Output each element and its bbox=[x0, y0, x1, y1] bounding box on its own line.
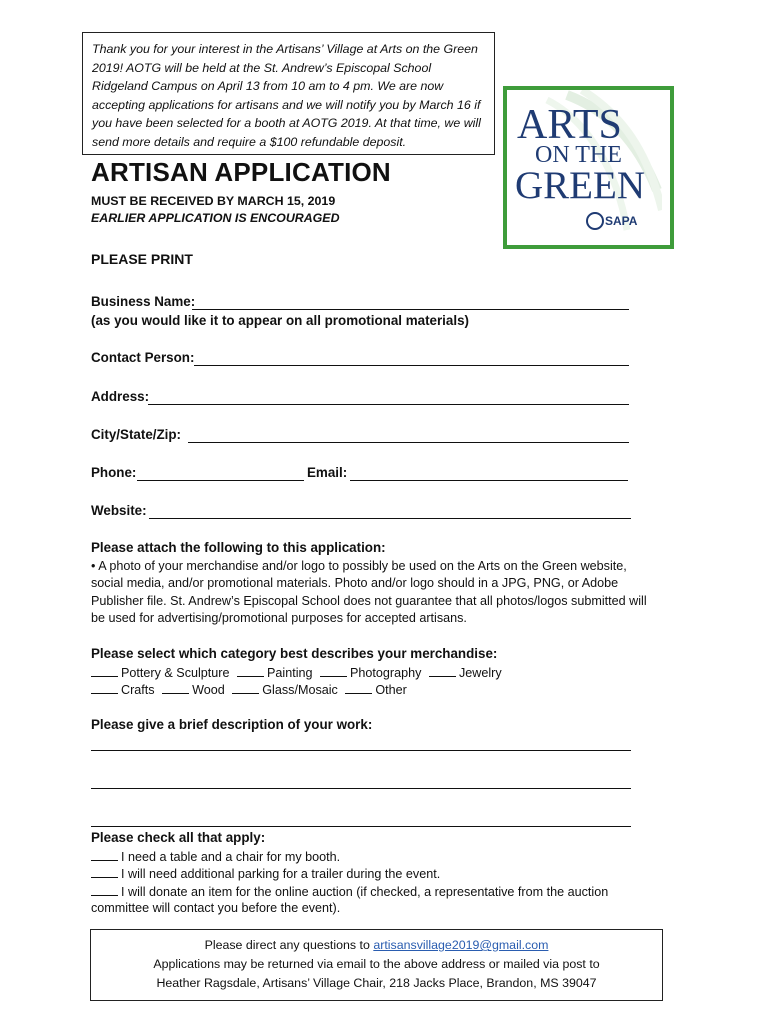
arts-on-the-green-logo bbox=[503, 86, 674, 249]
intro-notice bbox=[82, 32, 495, 155]
painting-checkbox-line[interactable] bbox=[237, 664, 264, 677]
parking-checkbox-line[interactable] bbox=[91, 865, 118, 878]
category-row-1 bbox=[91, 664, 651, 682]
category-pottery: Pottery & Sculpture bbox=[121, 666, 230, 680]
check-item-auction-text: I will donate an item for the online auction (if checked, a representative from the auction bbox=[121, 885, 609, 899]
footer-line-3: Heather Ragsdale, Artisans’ Village Chair, 218 Jacks Place, Brandon, MS 39047 bbox=[156, 976, 597, 990]
check-item-parking bbox=[91, 865, 651, 883]
page-title: ARTISAN APPLICATION bbox=[91, 157, 391, 187]
footer-line-1 bbox=[91, 936, 662, 955]
logo-arts-text: ARTS bbox=[517, 102, 622, 148]
checks-heading: Please check all that apply: bbox=[91, 830, 266, 845]
crafts-checkbox-line[interactable] bbox=[91, 681, 118, 694]
pottery-checkbox-line[interactable] bbox=[91, 664, 118, 677]
address-label: Address: bbox=[91, 389, 150, 404]
contact-footer bbox=[90, 929, 663, 1001]
check-item-auction-cont: committee will contact you before the event). bbox=[91, 901, 341, 915]
check-item-table bbox=[91, 848, 651, 866]
sapa-seal-icon bbox=[587, 213, 603, 229]
contact-email-link[interactable]: artisansvillage2019@gmail.com bbox=[373, 938, 549, 952]
category-wood: Wood bbox=[192, 683, 225, 697]
email-field[interactable] bbox=[350, 480, 628, 481]
city-state-zip-label: City/State/Zip: bbox=[91, 427, 182, 442]
email-label: Email: bbox=[307, 465, 348, 480]
contact-person-label: Contact Person: bbox=[91, 350, 195, 365]
website-field[interactable] bbox=[149, 518, 631, 519]
early-application-note: EARLIER APPLICATION IS ENCOURAGED bbox=[91, 211, 340, 225]
check-item-table-text: I need a table and a chair for my booth. bbox=[121, 850, 341, 864]
city-state-zip-field[interactable] bbox=[188, 442, 629, 443]
glass-checkbox-line[interactable] bbox=[232, 681, 259, 694]
logo-green-text: GREEN bbox=[515, 164, 645, 207]
business-name-note: (as you would like it to appear on all promotional materials) bbox=[91, 313, 469, 328]
other-checkbox-line[interactable] bbox=[345, 681, 372, 694]
business-name-field[interactable] bbox=[192, 309, 629, 310]
check-item-parking-text: I will need additional parking for a trailer during the event. bbox=[121, 867, 441, 881]
category-crafts: Crafts bbox=[121, 683, 155, 697]
phone-label: Phone: bbox=[91, 465, 137, 480]
footer-question-prefix: Please direct any questions to bbox=[204, 938, 374, 952]
category-heading: Please select which category best describes your merchandise: bbox=[91, 646, 498, 661]
footer-line-2: Applications may be returned via email to the above address or mailed via post to bbox=[153, 957, 600, 971]
address-field[interactable] bbox=[148, 404, 629, 405]
auction-checkbox-line[interactable] bbox=[91, 883, 118, 896]
business-name-label: Business Name: bbox=[91, 294, 196, 309]
photography-checkbox-line[interactable] bbox=[320, 664, 347, 677]
website-label: Website: bbox=[91, 503, 147, 518]
description-line-2[interactable] bbox=[91, 788, 631, 789]
intro-text: Thank you for your interest in the Artisans’ Village at Arts on the Green 2019! AOTG will be held at the St. Andrew’s Episcopal School Ridgeland Campus on April 13 from 10 am to 4 pm. We are now accepting applications for artisans and we will notify you by March 16 if you have been selected for a booth at AOTG 2019. At that time, we will send more details and require a $100 refundable deposit. bbox=[92, 42, 481, 149]
category-row-2 bbox=[91, 681, 651, 699]
category-painting: Painting bbox=[267, 666, 313, 680]
table-checkbox-line[interactable] bbox=[91, 848, 118, 861]
check-item-auction bbox=[91, 883, 661, 901]
description-line-3[interactable] bbox=[91, 826, 631, 827]
logo-sapa-text: SAPA bbox=[605, 214, 638, 228]
please-print-heading: PLEASE PRINT bbox=[91, 251, 193, 267]
description-line-1[interactable] bbox=[91, 750, 631, 751]
category-glass-mosaic: Glass/Mosaic bbox=[262, 683, 338, 697]
category-other: Other bbox=[375, 683, 407, 697]
phone-field[interactable] bbox=[137, 480, 304, 481]
category-photography: Photography bbox=[350, 666, 422, 680]
attach-heading: Please attach the following to this application: bbox=[91, 540, 386, 555]
logo-on-the-text: ON THE bbox=[535, 142, 622, 168]
description-heading: Please give a brief description of your work: bbox=[91, 717, 373, 732]
wood-checkbox-line[interactable] bbox=[162, 681, 189, 694]
attach-instructions: • A photo of your merchandise and/or logo to possibly be used on the Arts on the Green website, social media, and/or promotional materials. Photo and/or logo should in a JPG, PNG, or Adobe Publisher file. St. Andrew’s Episcopal School does not guarantee that all photos/logos submitted will be used for advertising/promotional purposes for accepted artisans. bbox=[91, 559, 647, 625]
jewelry-checkbox-line[interactable] bbox=[429, 664, 456, 677]
contact-person-field[interactable] bbox=[194, 365, 629, 366]
deadline-text: MUST BE RECEIVED BY MARCH 15, 2019 bbox=[91, 194, 336, 208]
category-jewelry: Jewelry bbox=[458, 666, 502, 680]
logo-artwork bbox=[507, 90, 662, 237]
